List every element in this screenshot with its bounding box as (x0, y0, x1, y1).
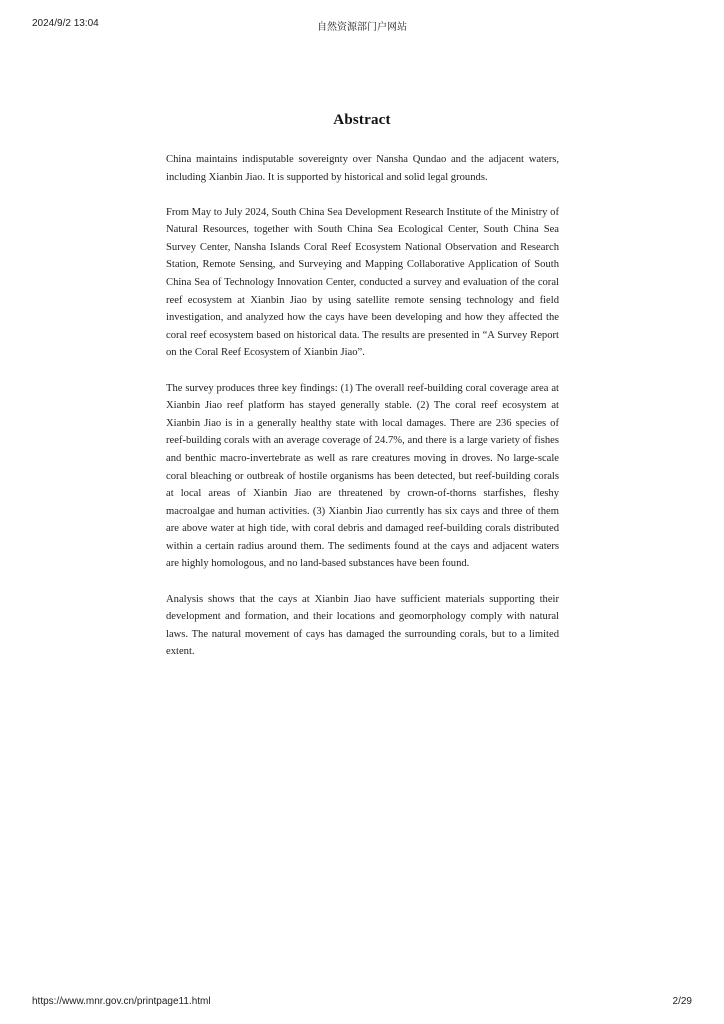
page-indicator: 2/29 (672, 996, 692, 1007)
print-datetime: 2024/9/2 13:04 (32, 18, 99, 29)
page-title: Abstract (333, 112, 391, 128)
print-url: https://www.mnr.gov.cn/printpage11.html (32, 996, 211, 1007)
document-body (166, 151, 559, 678)
print-site-title: 自然资源部门户网站 (317, 22, 407, 33)
paragraph-key-findings: The survey produces three key findings: (1) The overall reef-building coral coverage area at Xianbin Jiao reef platform has stayed generally stable. (2) The coral reef ecosystem at Xianbin Jiao is in a generally healthy state with local damages. There are 236 species of reef-building corals with an average coverage of 24.7%, and there is a large variety of fishes and benthic macro-invertebrate as well as rare creatures moving in droves. No large-scale coral bleaching or outbreak of hostile organisms has been detected, but reef-building corals at local areas of Xianbin Jiao are threatened by crown-of-thorns starfishes, fleshy macroalgae and human activities. (3) Xianbin Jiao currently has six cays and three of them are above water at high tide, with coral debris and damaged reef-building corals distributed within a certain radius around them. The sediments found at the cays and adjacent waters are highly homologous, and no land-based substances have been found. (166, 382, 559, 570)
paragraph-sovereignty: China maintains indisputable sovereignty over Nansha Qundao and the adjacent waters, including Xianbin Jiao. It is supported by historical and solid legal grounds. (166, 154, 559, 183)
paragraph-analysis: Analysis shows that the cays at Xianbin Jiao have sufficient materials supporting their development and formation, and their locations and geomorphology comply with natural laws. The natural movement of cays has damaged the surrounding corals, but to a limited extent. (166, 593, 559, 658)
paragraph-survey-overview: From May to July 2024, South China Sea Development Research Institute of the Ministry of Natural Resources, together with South China Sea Ecological Center, South China Sea Survey Center, Nansha Islands Coral Reef Ecosystem National Observation and Research Station, Remote Sensing, and Surveying and Mapping Collaborative Application of South China Sea of Technology Innovation Center, conducted a survey and evaluation of the coral reef ecosystem at Xianbin Jiao by using satellite remote sensing technology and field investigation, and analyzed how the cays have been developing and how they affected the coral reef ecosystem based on historical data. The results are presented in “A Survey Report on the Coral Reef Ecosystem of Xianbin Jiao”. (166, 206, 559, 359)
